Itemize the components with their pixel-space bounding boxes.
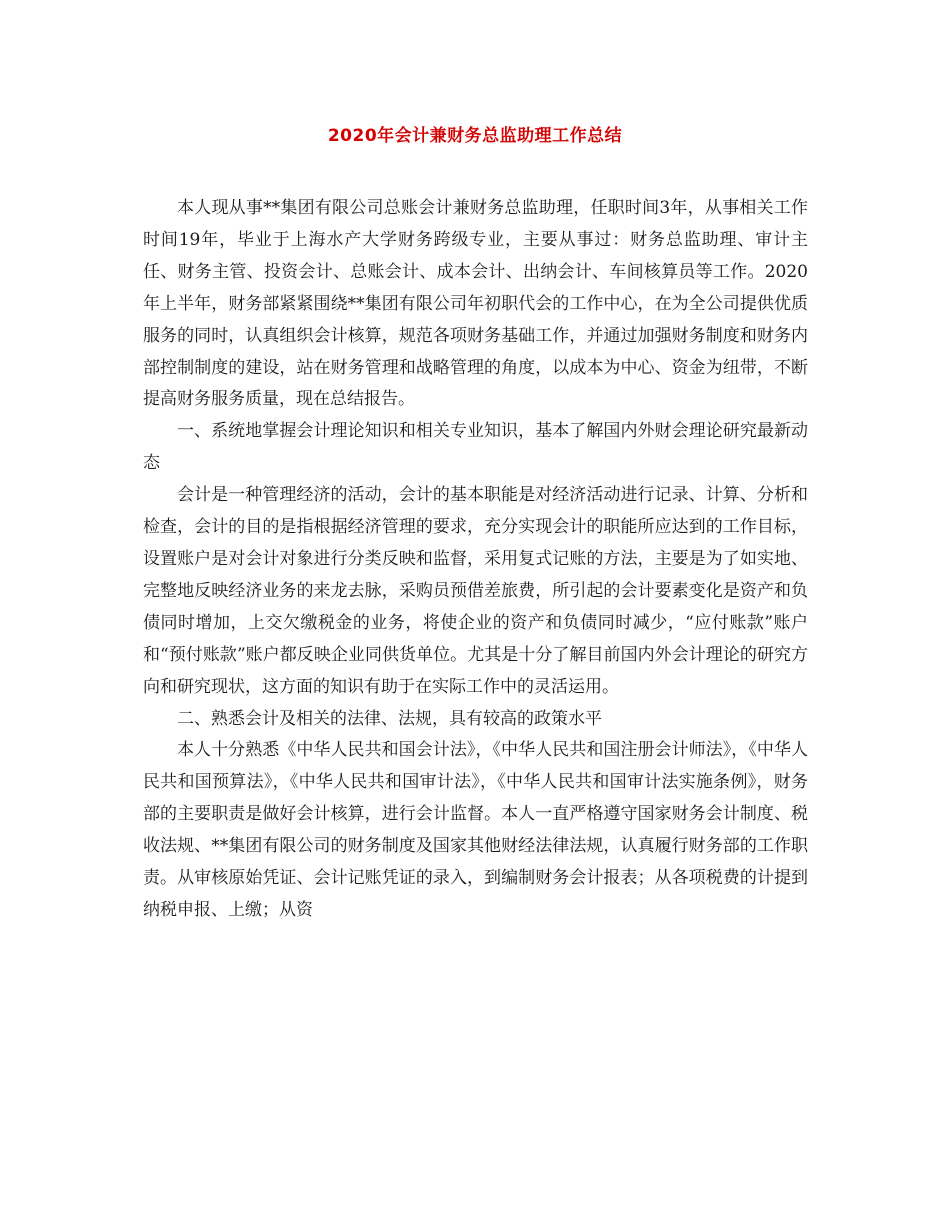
section-1-paragraph: 会计是一种管理经济的活动，会计的基本职能是对经济活动进行记录、计算、分析和检查，会计的目的是指根据经济管理的要求，充分实现会计的职能所应达到的工作目标，设置账户是对会计对象进行分类反映和监督，采用复式记账的方法，主要是为了如实地、完整地反映经济业务的来龙去脉，采购员预借差旅费，所引起的会计要素变化是资产和负债同时增加，上交欠缴税金的业务，将使企业的资产和负债同时减少，“应付账款”账户和“预付账款”账户都反映企业同供货单位。尤其是十分了解目前国内外会计理论的研究方向和研究现状，这方面的知识有助于在实际工作中的灵活运用。 <box>143 485 808 697</box>
intro-paragraph: 本人现从事**集团有限公司总账会计兼财务总监助理，任职时间3年，从事相关工作时间19年，毕业于上海水产大学财务跨级专业，主要从事过：财务总监助理、审计主任、财务主管、投资会计、总账会计、成本会计、出纳会计、车间核算员等工作。2020年上半年，财务部紧紧围绕**集团有限公司年初职代会的工作中心，在为全公司提供优质服务的同时，认真组织会计核算，规范各项财务基础工作，并通过加强财务制度和财务内部控制制度的建设，站在财务管理和战略管理的角度，以成本为中心、资金为纽带，不断提高财务服务质量，现在总结报告。 <box>143 198 808 410</box>
document-title: 2020年会计兼财务总监助理工作总结 <box>327 126 623 146</box>
section-heading-2: 二、熟悉会计及相关的法律、法规，具有较高的政策水平 <box>177 708 602 729</box>
document-body <box>143 193 808 927</box>
section-heading-1: 一、系统地掌握会计理论知识和相关专业知识，基本了解国内外财会理论研究最新动态 <box>143 421 808 474</box>
section-2-paragraph: 本人十分熟悉《中华人民共和国会计法》，《中华人民共和国注册会计师法》，《中华人民共和国预算法》，《中华人民共和国审计法》，《中华人民共和国审计法实施条例》，财务部的主要职责是做好会计核算，进行会计监督。本人一直严格遵守国家财务会计制度、税收法规、**集团有限公司的财务制度及国家其他财经法律法规，认真履行财务部的工作职责。从审核原始凭证、会计记账凭证的录入，到编制财务会计报表；从各项税费的计提到纳税申报、上缴；从资 <box>143 740 808 920</box>
